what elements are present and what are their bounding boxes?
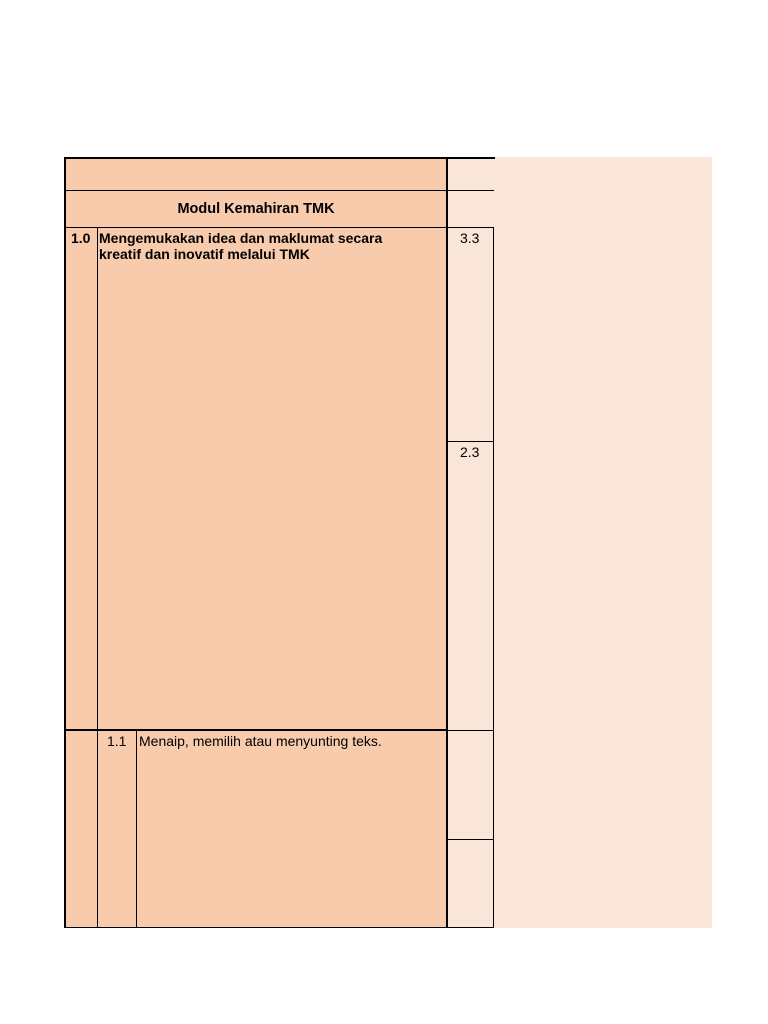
section-separator [64,729,447,731]
ref-separator-1 [447,441,494,442]
table-bottom-border [64,927,494,928]
number-column-border [97,228,98,928]
table-left-border [64,157,66,928]
ref-column-right-border [493,228,494,928]
ref-3-3: 3.3 [460,230,480,246]
row-text-line-1: Mengemukakan idea dan maklumat secara [99,230,383,246]
table-title: Modul Kemahiran TMK [177,201,335,217]
row-number-1-0: 1.0 [71,230,91,246]
row-text-line-2: kreatif dan inovatif melalui TMK [99,246,310,262]
row-text-1-1: Menaip, memilih atau menyunting teks. [139,733,382,749]
title-row-separator [65,227,494,228]
subnumber-column-border [136,731,137,928]
table-fill [65,158,447,927]
table-middle-border [446,157,448,928]
table-top-border [64,157,495,159]
ref-2-3: 2.3 [460,444,480,460]
header-separator [65,190,494,191]
row-number-1-1: 1.1 [107,733,127,749]
ref-separator-2 [447,730,494,731]
ref-separator-3 [447,839,494,840]
right-panel-fill [447,157,712,928]
